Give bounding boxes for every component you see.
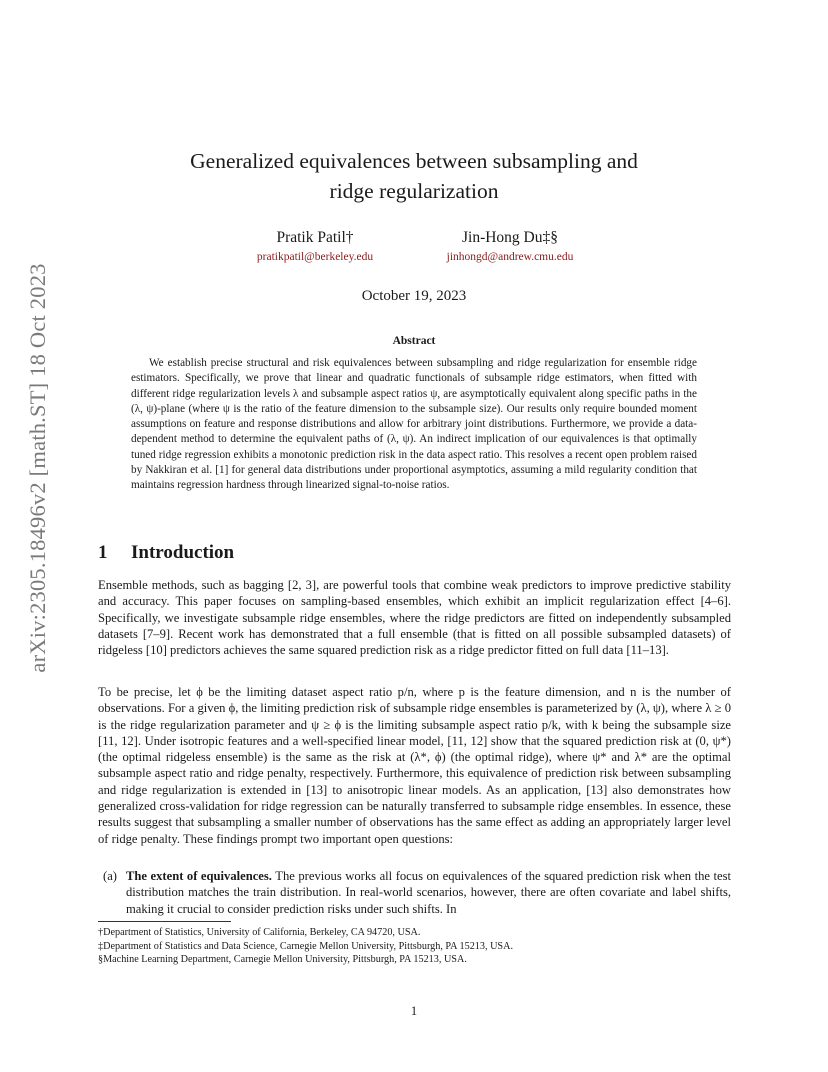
section-title: Introduction (131, 542, 235, 563)
author-email-link[interactable]: pratikpatil@berkeley.edu (256, 251, 374, 263)
abstract-text: We establish precise structural and risk equivalences between subsampling and ridge regularization for ensemble ridge estimators. Specifically, we prove that linear and quadratic functionals of subsample ridge estimators, when fitted with different ridge regularization levels λ and subsample aspect ratios ψ, are asymptotically equivalent along specific paths in the (λ, ψ)-plane (where ψ is the ratio of the feature dimension to the subsample size). Our results only require bounded moment assumptions on feature and response distributions and allow for arbitrary joint distributions. Furthermore, we provide a data-dependent method to determine the equivalent paths of (λ, ψ). An indirect implication of our equivalences is that optimally tuned ridge regression exhibits a monotonic prediction risk in the data aspect ratio. This resolves a recent open problem raised by Nakkiran et al. [1] for general data distributions under proportional asymptotics, assuming a mild regularity condition that maintains regression hardness through linearized signal-to-noise ratios. (131, 357, 697, 492)
publication-date: October 19, 2023 (361, 288, 467, 304)
abstract-heading: Abstract (392, 335, 436, 347)
intro-paragraph-2: To be precise, let ϕ be the limiting dataset aspect ratio p/n, where p is the feature dimension, and n is the number of observations. For a given ϕ, the limiting prediction risk of subsample ridge ensembles is parameterized by (λ, ψ), where λ ≥ 0 is the ridge regularization parameter and ψ ≥ ϕ is the limiting subsample aspect ratio p/k, with k being the subsample size [11, 12]. Under isotropic features and a well-specified linear model, [11, 12] show that the squared prediction risk at (0, ψ*) (the optimal ridgeless ensemble) is the same as the risk at (λ*, ϕ) (the optimal ridge), where ψ* and λ* are the optimal subsample aspect ratio and ridge penalty, respectively. Furthermore, this equivalence of prediction risk between subsampling and ridge regularization is extended in [13] to anisotropic linear models. As an application, [13] also demonstrates how generalized cross-validation for ridge regression can be naturally transferred to subsample ridge ensembles. In essence, these results suggest that subsampling a smaller number of observations has the same effect as adding an appropriately larger level of ridge penalty. These findings prompt two important open questions: (98, 685, 731, 846)
page-number: 1 (410, 1004, 418, 1018)
list-item-text: The previous works all focus on equivalences of the squared prediction risk when the test distribution matches the train distribution. In real-world scenarios, however, there are often covariate and label shifts, making it crucial to consider prediction risks under such shifts. In (126, 869, 732, 916)
list-item-body (103, 868, 731, 917)
footnote-3: §Machine Learning Department, Carnegie Mellon University, Pittsburgh, PA 15213, USA. (98, 954, 467, 966)
list-item-label: (a) (103, 869, 117, 883)
list-item-bold-lead: The extent of equivalences. (126, 869, 272, 883)
author-block (0, 228, 828, 268)
arxiv-identifier: arXiv:2305.18496v2 [math.ST] 18 Oct 2023 (25, 262, 50, 673)
list-item-a (103, 868, 731, 917)
author-email-link[interactable]: jinhongd@andrew.cmu.edu (446, 251, 574, 263)
title-line-1: Generalized equivalences between subsampling and (190, 149, 638, 173)
author-name: Pratik Patil† (276, 229, 354, 246)
author-1 (230, 228, 400, 266)
author-2 (420, 228, 600, 266)
intro-paragraph-1: Ensemble methods, such as bagging [2, 3], are powerful tools that combine weak predictors to improve predictive stability and accuracy. This paper focuses on sampling-based ensembles, which exhibit an implicit regularization effect [4–6]. Specifically, we investigate subsample ridge ensembles, where the ridge predictors are fitted on independently subsampled datasets [7–9]. Recent work has demonstrated that a full ensemble (that is fitted on all possible subsampled datasets) of ridgeless [10] predictors achieves the same squared prediction risk as a ridge predictor fitted on full data [11–13]. (98, 578, 731, 658)
footnote-1: †Department of Statistics, University of California, Berkeley, CA 94720, USA. (98, 927, 421, 938)
footnote-2: ‡Department of Statistics and Data Science, Carnegie Mellon University, Pittsburgh, PA 15213, USA. (98, 940, 513, 952)
arxiv-sidebar-stamp (18, 262, 58, 673)
author-name: Jin-Hong Du‡§ (461, 229, 558, 246)
paper-title (0, 146, 828, 206)
footnote-divider (98, 921, 231, 922)
section-heading (98, 542, 234, 564)
section-number: 1 (98, 542, 108, 563)
title-line-2: ridge regularization (329, 179, 499, 203)
footnotes (98, 926, 738, 967)
